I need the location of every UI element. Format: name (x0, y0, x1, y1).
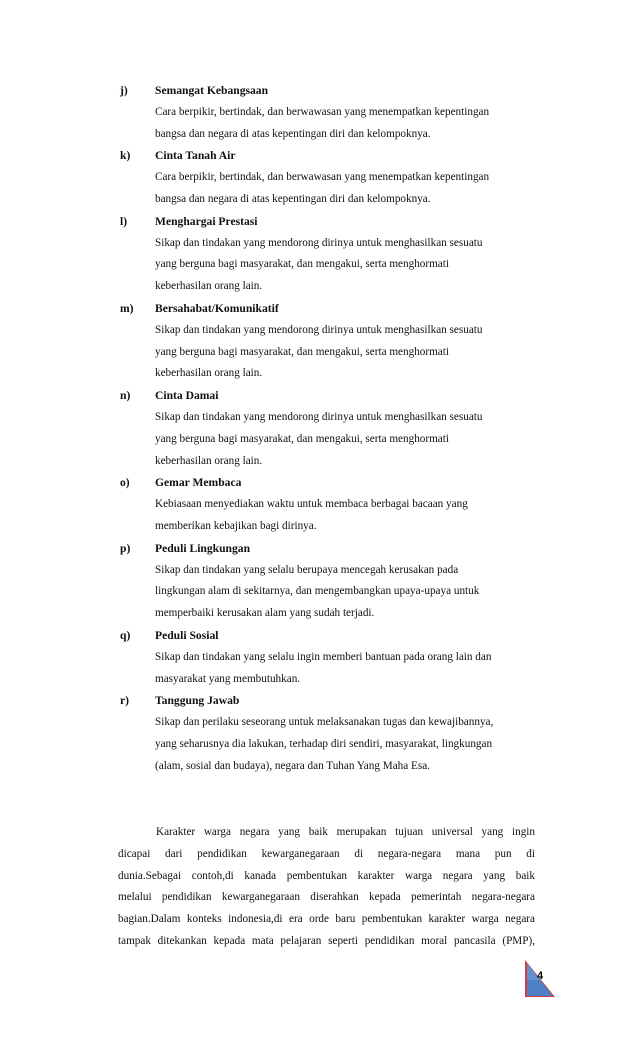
description-line: yang berguna bagi masyarakat, dan mengakui, serta menghormati (155, 432, 449, 445)
description-line: yang seharusnya dia lakukan, terhadap diri sendiri, masyarakat, lingkungan (155, 737, 493, 750)
description-line: masyarakat yang membutuhkan. (155, 672, 301, 685)
character-values-list (120, 80, 560, 778)
description-line: bangsa dan negara di atas kepentingan diri dan kelompoknya. (155, 192, 431, 205)
description-line: memberikan kebajikan bagi dirinya. (155, 519, 317, 532)
list-item-o (120, 472, 560, 537)
item-heading (120, 690, 560, 712)
item-label: p) (120, 541, 131, 555)
paragraph-line: tampak ditekankan kepada mata pelajaran seperti pendidikan moral pancasila (PMP), (118, 934, 535, 947)
paragraph-line: bagian.Dalam konteks indonesia,di era orde baru pembentukan karakter warga negara (118, 913, 535, 926)
description-line: Sikap dan perilaku seseorang untuk melaksanakan tugas dan kewajibannya, (155, 716, 494, 729)
list-item-m (120, 298, 560, 385)
item-title: Semangat Kebangsaan (155, 84, 269, 97)
item-description (120, 233, 560, 298)
description-line: (alam, sosial dan budaya), negara dan Tuhan Yang Maha Esa. (155, 759, 430, 772)
description-line: Cara berpikir, bertindak, dan berwawasan yang menempatkan kepentingan (155, 171, 490, 184)
item-heading (120, 145, 560, 167)
list-item-r (120, 690, 560, 777)
item-description (120, 167, 560, 211)
description-line: keberhasilan orang lain. (155, 280, 263, 293)
item-label: n) (120, 389, 131, 403)
item-description (120, 407, 560, 472)
item-description (120, 647, 560, 691)
description-line: Kebiasaan menyediakan waktu untuk membaca berbagai bacaan yang (155, 498, 468, 511)
item-heading (120, 385, 560, 407)
description-line: Sikap dan tindakan yang mendorong dirinya untuk menghasilkan sesuatu (155, 323, 483, 336)
description-line: Sikap dan tindakan yang mendorong dirinya untuk menghasilkan sesuatu (155, 410, 483, 423)
item-heading (120, 298, 560, 320)
paragraph-line: dicapai dari pendidikan kewarganegaraan di negara-negara mana pun di (118, 847, 535, 860)
description-line: memperbaiki kerusakan alam yang sudah terjadi. (155, 607, 375, 620)
item-title: Gemar Membaca (155, 476, 242, 490)
description-line: Sikap dan tindakan yang selalu berupaya mencegah kerusakan pada (155, 563, 459, 576)
item-title: Peduli Lingkungan (155, 541, 251, 555)
paragraph-line: Karakter warga negara yang baik merupakan tujuan universal yang ingin (156, 826, 535, 838)
description-line: keberhasilan orang lain. (155, 454, 263, 467)
item-title: Cinta Damai (155, 389, 219, 403)
item-description (120, 494, 560, 538)
item-title: Bersahabat/Komunikatif (155, 301, 279, 315)
item-label: l) (120, 214, 128, 228)
description-line: keberhasilan orang lain. (155, 367, 263, 380)
item-label: j) (120, 84, 128, 97)
item-label: q) (120, 628, 131, 642)
paragraph-line: melalui pendidikan kewarganegaraan diserahkan kepada pemerintah negara-negara (118, 891, 535, 904)
list-item-l (120, 211, 560, 298)
description-line: yang berguna bagi masyarakat, dan mengakui, serta menghormati (155, 258, 449, 271)
body-paragraph (118, 822, 535, 953)
list-item-p (120, 538, 560, 625)
item-label: o) (120, 476, 130, 490)
item-label: k) (120, 149, 131, 163)
item-label: r) (120, 694, 130, 708)
list-item-n (120, 385, 560, 472)
item-heading (120, 80, 560, 102)
item-heading (120, 538, 560, 560)
list-item-j (120, 80, 560, 145)
item-label: m) (120, 301, 134, 315)
description-line: yang berguna bagi masyarakat, dan mengakui, serta menghormati (155, 345, 449, 358)
list-item-q (120, 625, 560, 690)
description-line: Cara berpikir, bertindak, dan berwawasan yang menempatkan kepentingan (155, 105, 490, 118)
description-line: Sikap dan tindakan yang mendorong dirinya untuk menghasilkan sesuatu (155, 236, 483, 249)
item-heading (120, 472, 560, 494)
description-line: bangsa dan negara di atas kepentingan diri dan kelompoknya. (155, 127, 431, 140)
item-description (120, 560, 560, 625)
item-title: Peduli Sosial (155, 628, 219, 642)
item-description (120, 320, 560, 385)
item-heading (120, 211, 560, 233)
description-line: lingkungan alam di sekitarnya, dan mengembangkan upaya-upaya untuk (155, 585, 480, 598)
item-description (120, 102, 560, 146)
list-item-k (120, 145, 560, 210)
description-line: Sikap dan tindakan yang selalu ingin memberi bantuan pada orang lain dan (155, 650, 492, 663)
item-title: Cinta Tanah Air (155, 149, 236, 163)
item-title: Menghargai Prestasi (155, 214, 258, 228)
item-heading (120, 625, 560, 647)
item-title: Tanggung Jawab (155, 694, 240, 708)
item-description (120, 712, 560, 777)
paragraph-line: dunia.Sebagai contoh,di kanada pembentukan karakter warga negara yang baik (118, 869, 535, 882)
page-number: 4 (536, 970, 544, 982)
